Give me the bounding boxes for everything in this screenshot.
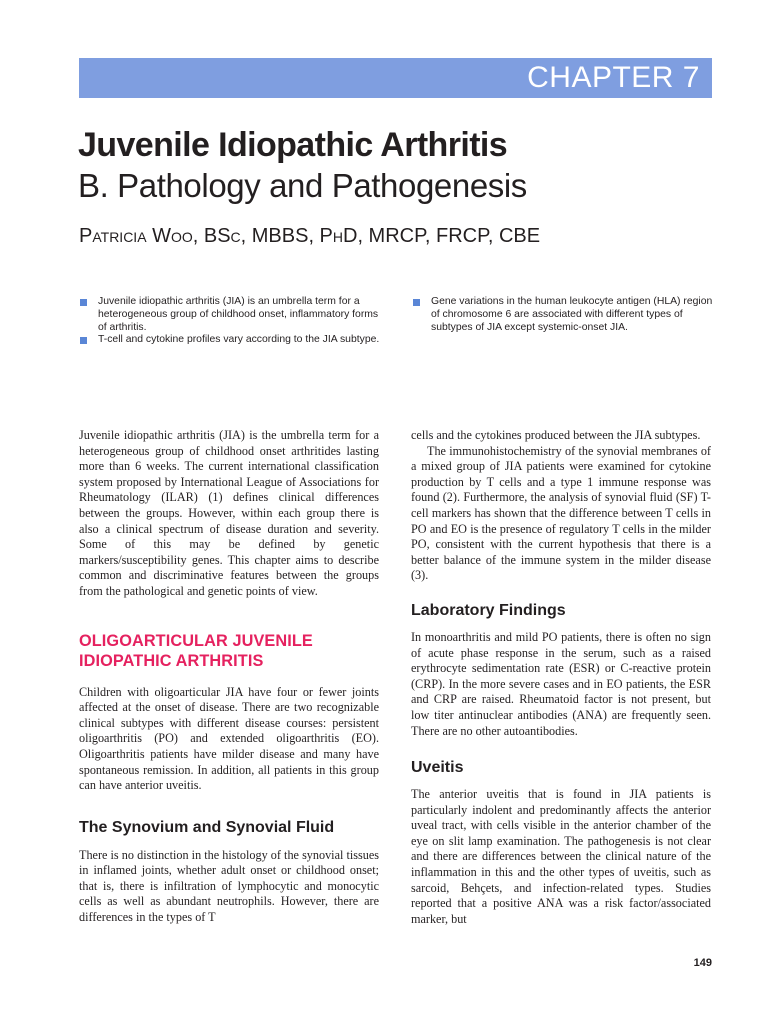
- key-point: [413, 296, 718, 334]
- page-number: 149: [693, 957, 712, 969]
- key-point-text: Juvenile idiopathic arthritis (JIA) is an umbrella term for a heterogeneous group of childhood onset, inflammatory forms of arthritis.: [98, 296, 379, 333]
- synovium-paragraph-cont: cells and the cytokines produced between the JIA subtypes.: [411, 428, 701, 442]
- lab-paragraph: In monoarthritis and mild PO patients, there is often no sign of acute phase response in the serum, such as a raised erythrocyte sedimentation rate (ESR) or C-reactive protein (CRP). In the more severe cases and in EO patients, the ESR and CRP are raised. Rheumatoid factor is not present, but low titer antinuclear antibodies (ANA) are frequently seen. There are no other autoantibodies.: [411, 629, 711, 738]
- key-points-left: [80, 296, 380, 347]
- author-line: Patricia Woo, BSc, MBBS, PhD, MRCP, FRCP, CBE: [79, 225, 541, 247]
- key-points-right: [413, 296, 718, 334]
- synovium-paragraph: There is no distinction in the histology of the synovial tissues in inflamed joints, whether adult onset or childhood onset; that is, there is infiltration of lymphocytic and monocytic cells as well as abundant neutrophils. However, there are differences in the types of T: [79, 847, 379, 925]
- subsection-heading: Laboratory Findings: [411, 601, 566, 619]
- square-bullet-icon: [80, 337, 87, 344]
- left-column: [79, 428, 379, 926]
- chapter-title: Juvenile Idiopathic Arthritis: [78, 126, 508, 164]
- section-heading-line: IDIOPATHIC ARTHRITIS: [79, 651, 264, 670]
- oligo-paragraph: Children with oligoarticular JIA have four or fewer joints affected at the onset of disease. There are two recognizable clinical subtypes with different disease courses: persistent oligoarthritis (PO) and extended oligoarthritis (EO). Oligoarthritis patients have milder disease and many have spontaneous remission. In addition, all patients in this group can have anterior uveitis.: [79, 684, 379, 793]
- section-heading-line: OLIGOARTICULAR JUVENILE: [79, 631, 313, 650]
- key-point-text: Gene variations in the human leukocyte antigen (HLA) region of chromosome 6 are associated with different types of subtypes of JIA except systemic-onset JIA.: [431, 296, 713, 333]
- chapter-subtitle: B. Pathology and Pathogenesis: [78, 167, 527, 204]
- subsection-heading: Uveitis: [411, 759, 464, 777]
- square-bullet-icon: [413, 299, 420, 306]
- square-bullet-icon: [80, 299, 87, 306]
- right-column: [411, 428, 711, 927]
- chapter-label: CHAPTER 7: [527, 61, 700, 94]
- immuno-paragraph: The immunohistochemistry of the synovial membranes of a mixed group of JIA patients were examined for cytokine production by T cells and a type 1 immune response was found (2). Furthermore, the analysis of synovial fluid (SF) T-cell markers has shown that the difference between T cells in PO and EO is the presence of regulatory T cells in the milder PO, consistent with the current hypothesis that there is a better balance of the immune system in the milder disease (3).: [411, 443, 711, 583]
- chapter-banner: [79, 58, 712, 98]
- key-point-text: T-cell and cytokine profiles vary according to the JIA subtype.: [98, 334, 380, 346]
- uveitis-paragraph: The anterior uveitis that is found in JIA patients is particularly indolent and predominantly affects the anterior uveal tract, with cells visible in the anterior chamber of the eye on slit lamp examination. The pathogenesis is not clear and there are differences between the clinical nature of the inflammation in this and the other types of uveitis, such as sarcoid, Behçets, and infection-related types. Studies reported that a positive ANA was a risk factor/associated marker, but: [411, 787, 711, 926]
- key-point: [80, 334, 380, 347]
- key-point: [80, 296, 380, 334]
- intro-paragraph: Juvenile idiopathic arthritis (JIA) is the umbrella term for a heterogeneous group of childhood onset arthritides lasting more than 6 weeks. The current international classification system proposed by International League of Associations for Rheumatology (ILAR) (1) defines clinical differences between the groups. However, within each group there is also a clinical spectrum of disease duration and severity. Some of this may be defined by genetic markers/susceptibility genes. This chapter aims to describe common and discriminative features between the groups from the pathological and genetic points of view.: [79, 428, 379, 598]
- section-heading: [79, 631, 379, 671]
- subsection-heading: The Synovium and Synovial Fluid: [79, 818, 335, 836]
